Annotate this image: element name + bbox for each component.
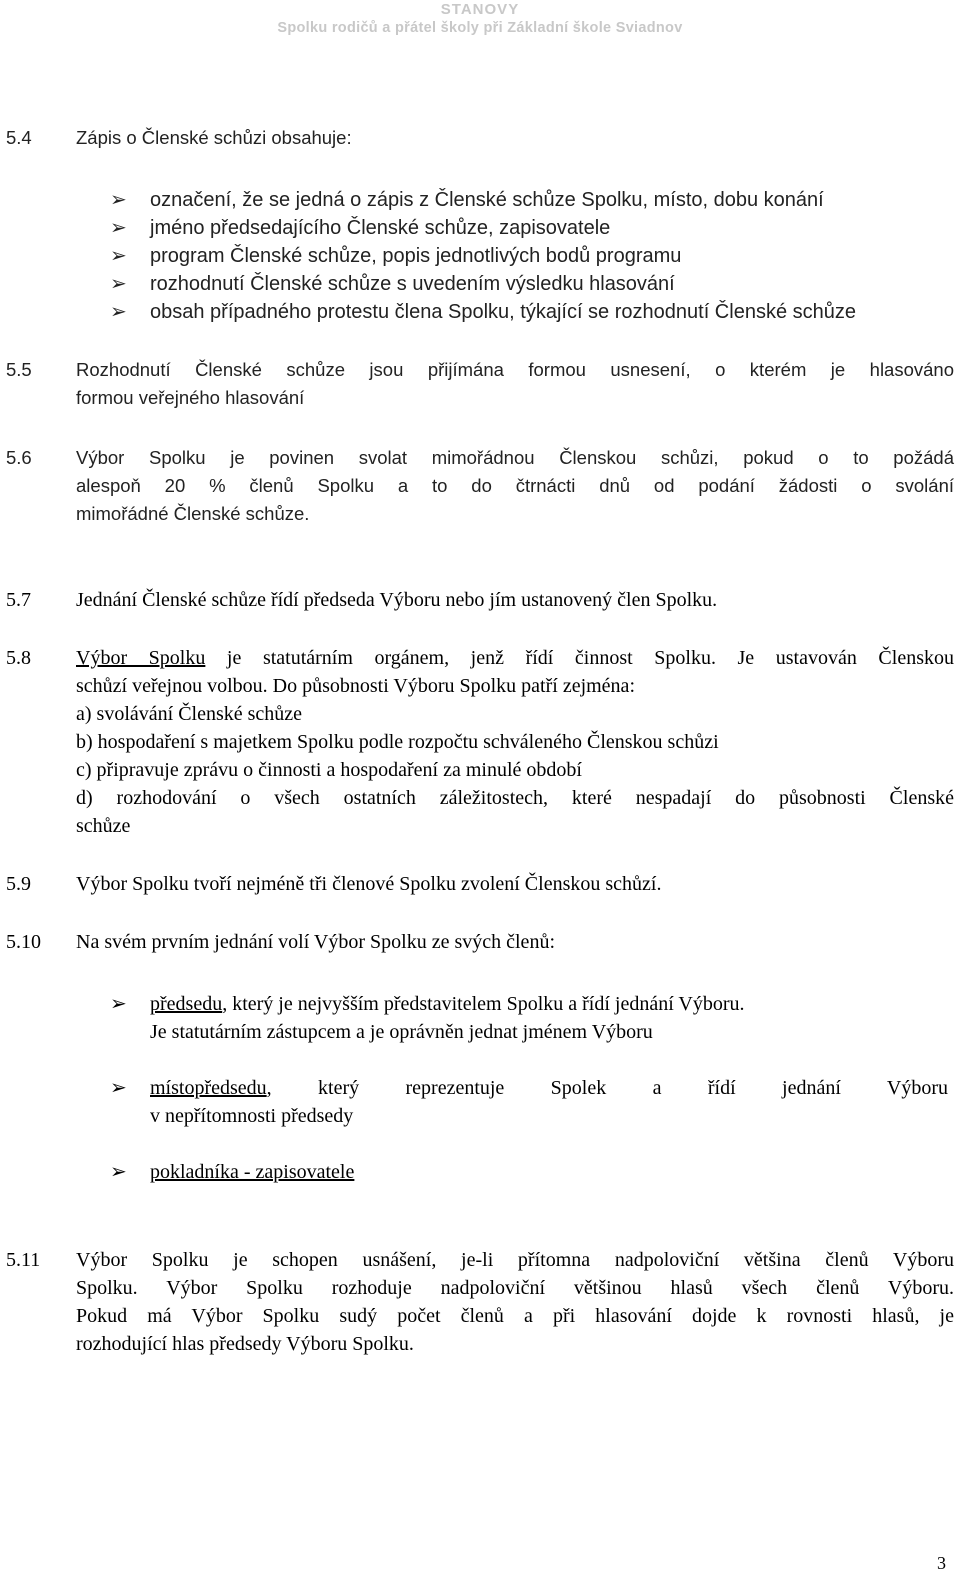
underlined-term: předsedu — [150, 993, 223, 1015]
arrow-bullet-icon: ➢ — [110, 301, 127, 323]
section-number: 5.5 — [6, 359, 32, 380]
arrow-bullet-icon: ➢ — [110, 245, 127, 267]
header-title: STANOVY — [440, 1, 520, 18]
section-number: 5.7 — [6, 589, 31, 611]
arrow-bullet-icon: ➢ — [110, 1161, 127, 1183]
page-header — [0, 0, 960, 52]
section-number: 5.9 — [6, 873, 31, 895]
section-text: Zápis o Členské schůzi obsahuje: — [76, 127, 352, 148]
section-text: Na svém prvním jednání volí Výbor Spolku ze svých členů: — [76, 931, 555, 953]
arrow-bullet-icon: ➢ — [110, 189, 127, 211]
section-number: 5.6 — [6, 447, 32, 468]
underlined-term: pokladníka - zapisovatele — [150, 1161, 355, 1183]
section-text: Výbor Spolku je schopen usnášení, je-li přítomna nadpoloviční většina členů Výboru Spolku. Výbor Spolku rozhoduje nadpoloviční většinou hlasů všech členů Výboru. Pokud má Výbor Spolku sudý počet členů a při hlasování dojde k rovnosti hlasů, je rozhodující hlas předsedy Výboru Spolku. — [76, 1249, 954, 1355]
section-text: Výbor Spolku tvoří nejméně tři členové Spolku zvolení Členskou schůzí. — [76, 873, 662, 895]
arrow-bullet-icon: ➢ — [110, 993, 127, 1015]
section-text: Výbor Spolku je statutárním orgánem, jenž řídí činnost Spolku. Je ustavován Členskou schůzí veřejnou volbou. Do působnosti Výboru Spolku patří zejména: a) svolávání Členské schůze b) hospodaření s majetkem Spolku podle rozpočtu schváleného Členskou schůzi c) připravuje zprávu o činnosti a hospodaření za minulé období d) rozhodování o všech ostatních záležitostech, které nespadají do působnosti Členské schůze — [76, 647, 954, 837]
arrow-bullet-icon: ➢ — [110, 217, 127, 239]
section-number: 5.8 — [6, 647, 31, 669]
section-text: Jednání Členské schůze řídí předseda Výboru nebo jím ustanovený člen Spolku. — [76, 589, 718, 611]
section-text: Výbor Spolku je povinen svolat mimořádnou Členskou schůzi, pokud o to požádá alespoň 20 % členů Spolku a to do čtrnácti dnů od podání žádosti o svolání mimořádné Členské schůze. — [76, 447, 954, 524]
section-number: 5.10 — [6, 931, 41, 953]
header-subtitle: Spolku rodičů a přátel školy při Základní škole Sviadnov — [277, 20, 683, 36]
page-number: 3 — [937, 1553, 946, 1573]
underlined-term: Výbor Spolku — [76, 647, 206, 669]
section-number: 5.11 — [6, 1249, 41, 1271]
section-number: 5.4 — [6, 127, 32, 148]
arrow-bullet-icon: ➢ — [110, 1077, 127, 1099]
underlined-term: místopředsedu — [150, 1077, 267, 1099]
arrow-bullet-icon: ➢ — [110, 273, 127, 295]
section-text: Rozhodnutí Členské schůze jsou přijímána formou usnesení, o kterém je hlasováno formou veřejného hlasování — [76, 359, 954, 408]
